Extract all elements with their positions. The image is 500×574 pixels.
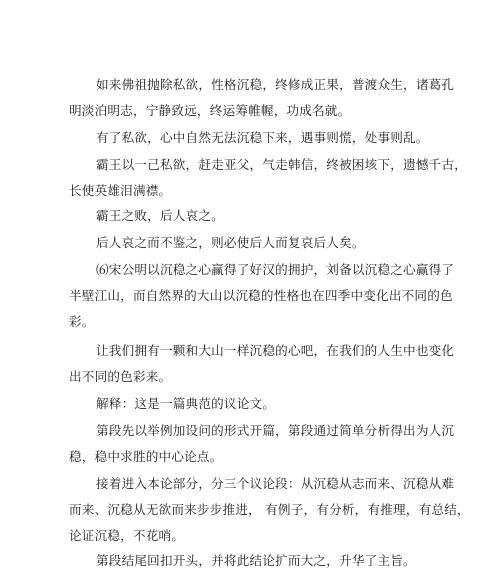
paragraph-line: 如来佛祖抛除私欲，性格沉稳，终修成正果，普渡众生，诸葛孔 [96,77,455,92]
paragraph-line: 霸王之败，后人哀之。 [96,208,224,223]
paragraph-line: 第段结尾回扣开头，并将此结论扩而大之，升华了主旨。 [96,553,416,568]
paragraph-7 [0,338,500,390]
paragraph-4 [0,203,500,229]
paragraph-line: 稳，稳中求胜的中心论点。 [69,449,223,464]
paragraph-line: 半壁江山，而自然界的大山以沉稳的性格也在四季中变化出不同的色 [69,288,453,303]
paragraph-line: 彩。 [69,314,95,329]
paragraph-line: 接着进入本论部分，分三个议论段：从沉稳从志而来、沉稳从难 [96,476,455,491]
paragraph-line: 出不同的色彩来。 [69,369,172,384]
paragraph-line: ⑹宋公明以沉稳之心赢得了好汉的拥护，刘备以沉稳之心赢得了 [96,262,455,277]
paragraph-10 [0,471,500,549]
paragraph-line: 论证沉稳，不花哨。 [69,528,185,543]
paragraph-line: 解释：这是一篇典范的议论文。 [96,396,276,411]
paragraph-line: 霸王以一己私欲，赶走亚父，气走韩信，终被困垓下，遗憾千古， [96,157,468,172]
paragraph-2 [0,125,500,151]
paragraph-line: 而来、沉稳从无欲而来步步推进， 有例子，有分析，有推理，有总结， [69,502,470,517]
paragraph-line: 让我们拥有一颗和大山一样沉稳的心吧，在我们的人生中也变化 [96,343,455,358]
paragraph-11 [0,548,500,574]
paragraph-line: 后人哀之而不鉴之，则必使后人而复哀后人矣。 [96,235,365,250]
paragraph-3 [0,152,500,204]
paragraph-line: 明淡泊明志，宁静致远，终运筹帷幄，功成名就。 [69,103,351,118]
paragraph-6 [0,257,500,335]
paragraph-line: 有了私欲，心中自然无法沉稳下来，遇事则慌，处事则乱。 [96,130,429,145]
paragraph-1 [0,72,500,124]
paragraph-line: 长使英雄泪满襟。 [69,183,172,198]
paragraph-line: 第段先以举例加设问的形式开篇，第段通过简单分析得出为人沉 [96,423,455,438]
paragraph-5 [0,230,500,256]
paragraph-9 [0,418,500,470]
paragraph-8 [0,391,500,417]
